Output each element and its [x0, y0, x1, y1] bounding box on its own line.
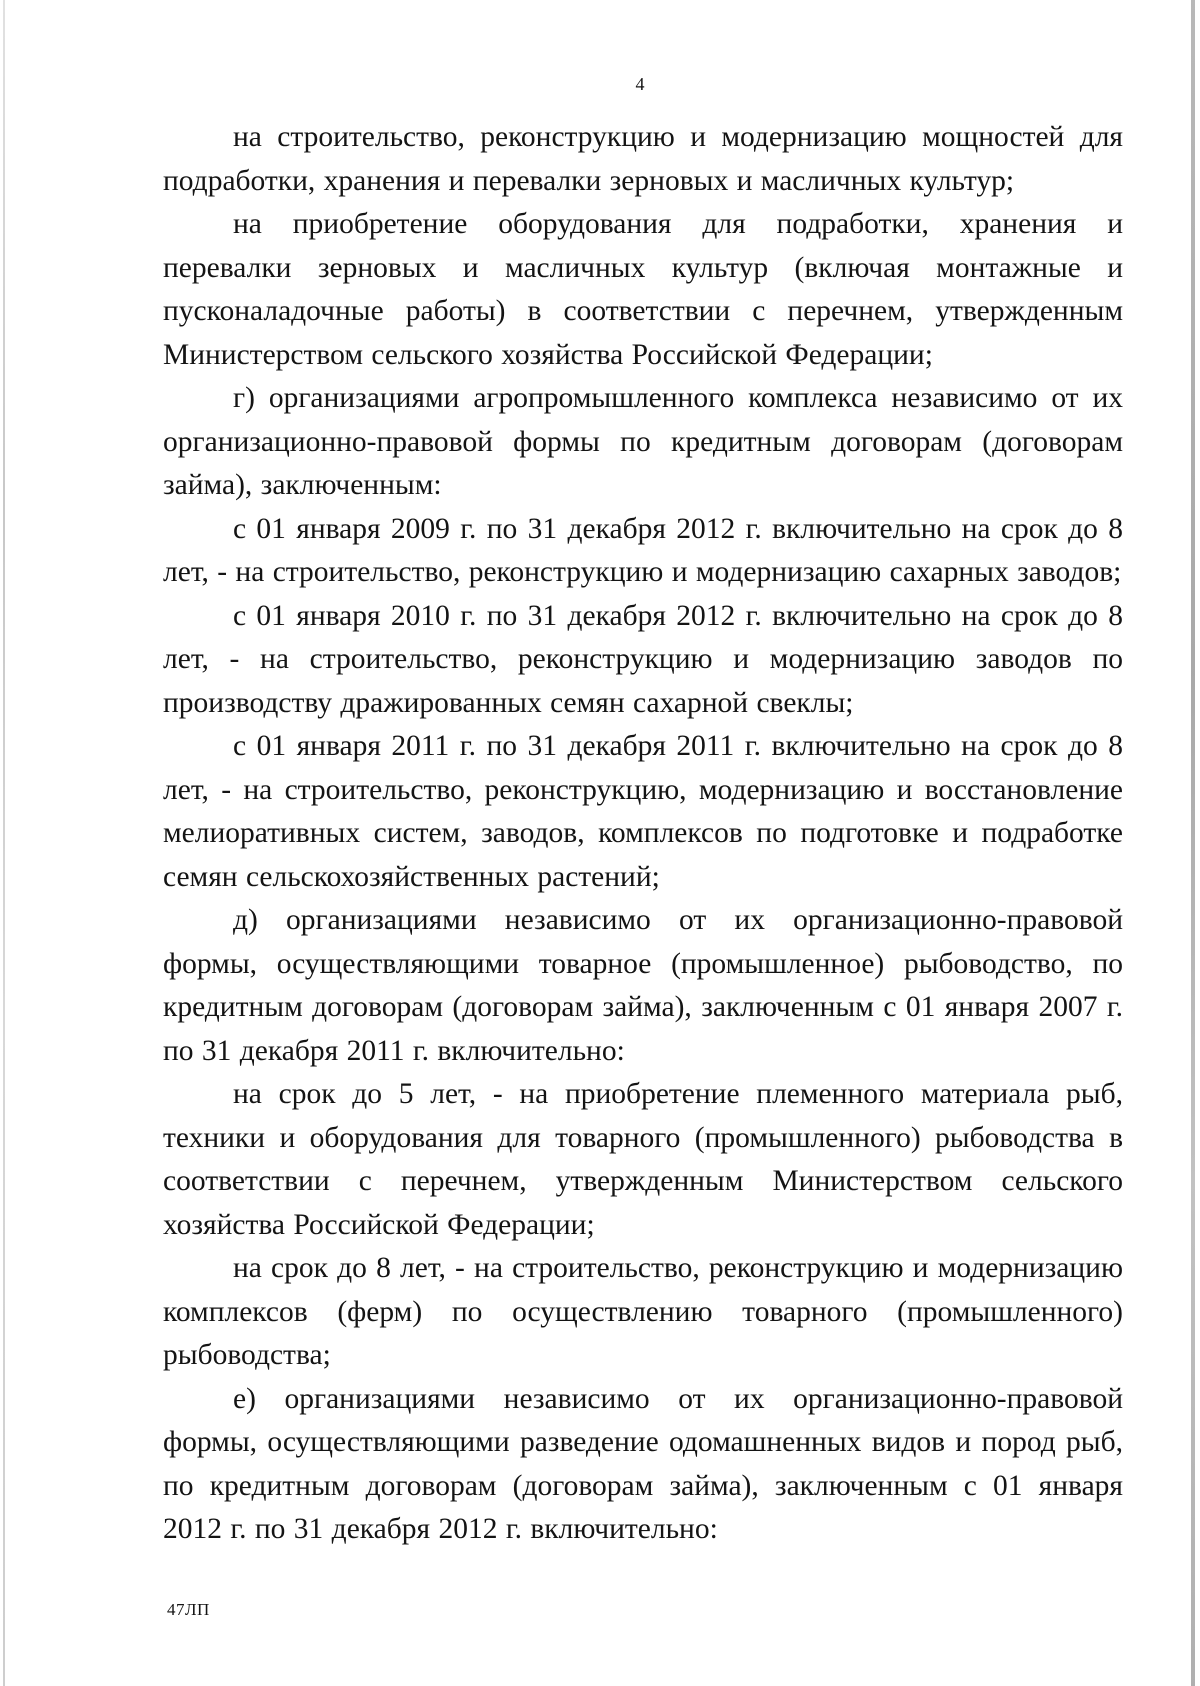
- paragraph: г) организациями агропромышленного комплекса независимо от их организационно-правовой формы по кредитным договорам (договорам займа), заключенным:: [163, 382, 1123, 501]
- document-code: 47ЛП: [167, 1600, 210, 1619]
- paragraph: д) организациями независимо от их организационно-правовой формы, осуществляющими товарное (промышленное) рыбоводство, по кредитным договорам (договорам займа), заключенным с 01 января 2007 г. по 31 декабря 2011 г. включительно:: [163, 904, 1123, 1067]
- paragraph: на срок до 8 лет, - на строительство, реконструкцию и модернизацию комплексов (ферм) по осуществлению товарного (промышленного) рыбоводства;: [163, 1252, 1123, 1371]
- paragraph: с 01 января 2011 г. по 31 декабря 2011 г. включительно на срок до 8 лет, - на строительство, реконструкцию, модернизацию и восстановление мелиоративных систем, заводов, комплексов по подготовке и подработке семян сельскохозяйственных растений;: [163, 730, 1123, 893]
- paragraph: е) организациями независимо от их организационно-правовой формы, осуществляющими разведение одомашненных видов и пород рыб, по кредитным договорам (договорам займа), заключенным с 01 января 2012 г. по 31 декабря 2012 г. включительно:: [163, 1382, 1123, 1545]
- paragraph: с 01 января 2009 г. по 31 декабря 2012 г. включительно на срок до 8 лет, - на строительство, реконструкцию и модернизацию сахарных заводов;: [163, 512, 1123, 588]
- paragraph: на срок до 5 лет, - на приобретение племенного материала рыб, техники и оборудования для товарного (промышленного) рыбоводства в соответствии с перечнем, утвержденным Министерством сельского хозяйства Российской Федерации;: [163, 1078, 1123, 1241]
- paragraph: на приобретение оборудования для подработки, хранения и перевалки зерновых и масличных культур (включая монтажные и пусконаладочные работы) в соответствии с перечнем, утвержденным Министерством сельского хозяйства Российской Федерации;: [163, 208, 1123, 371]
- page-number: 4: [635, 74, 645, 94]
- scan-edge-left: [3, 0, 5, 1686]
- document-body: [163, 116, 1123, 1552]
- paragraph: с 01 января 2010 г. по 31 декабря 2012 г. включительно на срок до 8 лет, - на строительство, реконструкцию и модернизацию заводов по производству дражированных семян сахарной свеклы;: [163, 599, 1123, 719]
- scan-edge-right: [1191, 0, 1195, 1686]
- paragraph: на строительство, реконструкцию и модернизацию мощностей для подработки, хранения и перевалки зерновых и масличных культур;: [163, 121, 1123, 197]
